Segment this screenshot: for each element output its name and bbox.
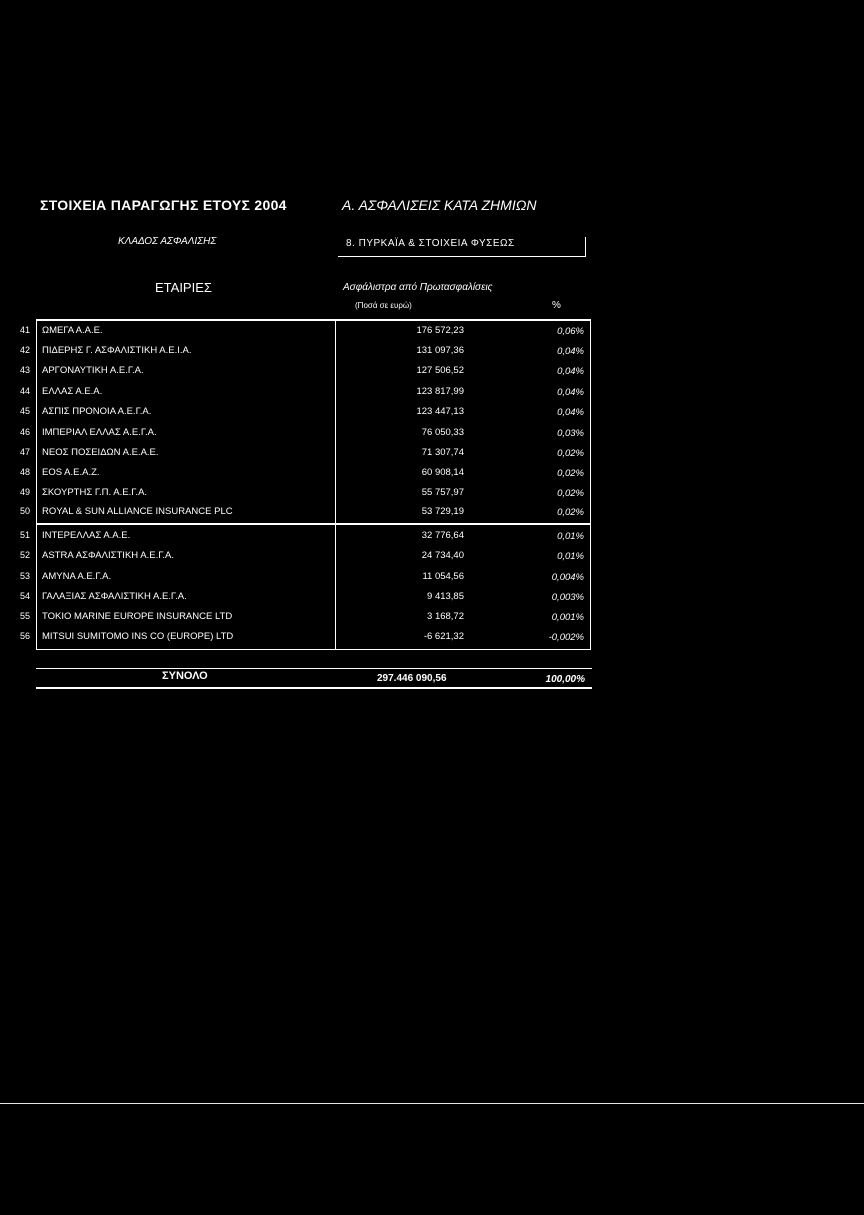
premium-amount: 3 168,72 bbox=[427, 611, 464, 622]
table-row bbox=[0, 503, 600, 522]
table-row bbox=[0, 403, 600, 422]
row-number: 54 bbox=[20, 591, 31, 601]
row-number: 55 bbox=[20, 611, 31, 621]
percent-header: % bbox=[552, 300, 561, 311]
table-row bbox=[0, 484, 600, 503]
row-number: 43 bbox=[20, 365, 31, 375]
company-name: ASTRA ΑΣΦΑΛΙΣΤΙΚΗ Α.Ε.Γ.Α. bbox=[42, 550, 175, 561]
premium-percent: 0,04% bbox=[557, 366, 584, 377]
premium-percent: -0,002% bbox=[548, 632, 584, 643]
total-amount: 297.446 090,56 bbox=[377, 673, 447, 684]
premium-amount: 127 506,52 bbox=[416, 365, 464, 376]
table-row bbox=[0, 444, 600, 463]
premium-amount: 131 097,36 bbox=[416, 345, 464, 356]
company-name: ΠΙΔΕΡΗΣ Γ. ΑΣΦΑΛΙΣΤΙΚΗ Α.Ε.Ι.Α. bbox=[42, 345, 192, 356]
premium-amount: 24 734,40 bbox=[421, 550, 464, 561]
row-number: 47 bbox=[20, 447, 31, 457]
premium-percent: 0,04% bbox=[557, 387, 584, 398]
premium-amount: 53 729,19 bbox=[421, 506, 464, 517]
row-number: 41 bbox=[20, 325, 31, 335]
company-name: ΙΜΠΕΡΙΑΛ ΕΛΛΑΣ Α.Ε.Γ.Α. bbox=[42, 427, 157, 438]
premiums-unit: (Ποσά σε ευρώ) bbox=[355, 301, 412, 310]
table-row bbox=[0, 527, 600, 546]
premium-percent: 0,04% bbox=[557, 407, 584, 418]
row-number: 49 bbox=[20, 487, 31, 497]
row-number: 53 bbox=[20, 571, 31, 581]
premium-amount: 55 757,97 bbox=[421, 487, 464, 498]
class-underline bbox=[338, 256, 586, 257]
company-name: MITSUI SUMITOMO INS CO (EUROPE) LTD bbox=[42, 631, 234, 642]
premium-percent: 0,04% bbox=[557, 346, 584, 357]
total-top-rule bbox=[36, 668, 592, 669]
premium-amount: 123 817,99 bbox=[416, 386, 464, 397]
company-name: ΝΕΟΣ ΠΟΣΕΙΔΩΝ Α.Ε.Α.Ε. bbox=[42, 447, 159, 458]
table-group-divider bbox=[36, 523, 591, 525]
row-number: 56 bbox=[20, 631, 31, 641]
premium-percent: 0,004% bbox=[551, 572, 584, 583]
class-label: ΚΛΑΔΟΣ ΑΣΦΑΛΙΣΗΣ bbox=[118, 236, 217, 247]
report-title: ΣΤΟΙΧΕΙΑ ΠΑΡΑΓΩΓΗΣ ΕΤΟΥΣ 2004 bbox=[40, 197, 287, 213]
premium-percent: 0,02% bbox=[557, 448, 584, 459]
row-number: 44 bbox=[20, 386, 31, 396]
company-name: ΙΝΤΕΡΕΛΛΑΣ Α.Α.Ε. bbox=[42, 530, 131, 541]
premium-amount: 176 572,23 bbox=[416, 325, 464, 336]
row-number: 45 bbox=[20, 406, 31, 416]
company-name: EOS A.E.A.Z. bbox=[42, 467, 100, 478]
company-name: ΕΛΛΑΣ Α.Ε.Α. bbox=[42, 386, 103, 397]
table-row bbox=[0, 568, 600, 587]
premium-amount: 11 054,56 bbox=[422, 571, 464, 582]
premium-percent: 0,03% bbox=[557, 428, 584, 439]
premium-percent: 0,001% bbox=[551, 612, 584, 623]
row-number: 51 bbox=[20, 530, 31, 540]
table-row bbox=[0, 588, 600, 607]
company-name: ROYAL & SUN ALLIANCE INSURANCE PLC bbox=[42, 506, 233, 517]
total-bottom-rule bbox=[36, 687, 592, 689]
section-title: Α. ΑΣΦΑΛΙΣΕΙΣ ΚΑΤΑ ΖΗΜΙΩΝ bbox=[342, 197, 537, 213]
company-name: ΑΣΠΙΣ ΠΡΟΝΟΙΑ Α.Ε.Γ.Α. bbox=[42, 406, 152, 417]
class-box-edge bbox=[585, 237, 586, 257]
company-name: ΓΑΛΑΞΙΑΣ ΑΣΦΑΛΙΣΤΙΚΗ Α.Ε.Γ.Α. bbox=[42, 591, 187, 602]
row-number: 48 bbox=[20, 467, 31, 477]
row-number: 50 bbox=[20, 506, 31, 516]
table-row bbox=[0, 383, 600, 402]
company-name: TOKIO MARINE EUROPE INSURANCE LTD bbox=[42, 611, 233, 622]
total-percent: 100,00% bbox=[545, 674, 585, 685]
companies-header: ΕΤΑΙΡΙΕΣ bbox=[155, 280, 212, 295]
company-name: ΑΡΓΟΝΑΥΤΙΚΗ Α.Ε.Γ.Α. bbox=[42, 365, 144, 376]
table-row bbox=[0, 547, 600, 566]
premium-amount: 60 908,14 bbox=[421, 467, 464, 478]
premium-percent: 0,06% bbox=[557, 326, 584, 337]
table-bottom-border bbox=[36, 649, 591, 650]
row-number: 46 bbox=[20, 427, 31, 437]
company-name: ΣΚΟΥΡΤΗΣ Γ.Π. Α.Ε.Γ.Α. bbox=[42, 487, 148, 498]
premium-percent: 0,02% bbox=[557, 507, 584, 518]
table-row bbox=[0, 424, 600, 443]
premium-amount: 76 050,33 bbox=[421, 427, 464, 438]
premium-percent: 0,003% bbox=[551, 592, 584, 603]
table-row bbox=[0, 322, 600, 341]
premium-percent: 0,01% bbox=[557, 531, 584, 542]
class-value: 8. ΠΥΡΚΑΪΑ & ΣΤΟΙΧΕΙΑ ΦΥΣΕΩΣ bbox=[346, 238, 515, 249]
premium-percent: 0,02% bbox=[557, 488, 584, 499]
premium-amount: 32 776,64 bbox=[421, 530, 464, 541]
page-bottom-rule bbox=[0, 1103, 864, 1104]
row-number: 42 bbox=[20, 345, 31, 355]
premium-amount: -6 621,32 bbox=[423, 631, 464, 642]
premium-percent: 0,02% bbox=[557, 468, 584, 479]
premium-percent: 0,01% bbox=[557, 551, 584, 562]
row-number: 52 bbox=[20, 550, 31, 560]
table-row bbox=[0, 608, 600, 627]
table-top-border bbox=[36, 319, 591, 321]
table-row bbox=[0, 342, 600, 361]
total-label: ΣΥΝΟΛΟ bbox=[162, 670, 208, 682]
premiums-header: Ασφάλιστρα από Πρωτασφαλίσεις bbox=[343, 282, 493, 293]
premium-amount: 123 447,13 bbox=[416, 406, 464, 417]
table-row bbox=[0, 362, 600, 381]
table-row bbox=[0, 464, 600, 483]
company-name: ΩΜΕΓΑ Α.Α.Ε. bbox=[42, 325, 103, 336]
company-name: ΑΜΥΝΑ Α.Ε.Γ.Α. bbox=[42, 571, 112, 582]
table-row bbox=[0, 628, 600, 647]
premium-amount: 9 413,85 bbox=[427, 591, 464, 602]
premium-amount: 71 307,74 bbox=[421, 447, 464, 458]
